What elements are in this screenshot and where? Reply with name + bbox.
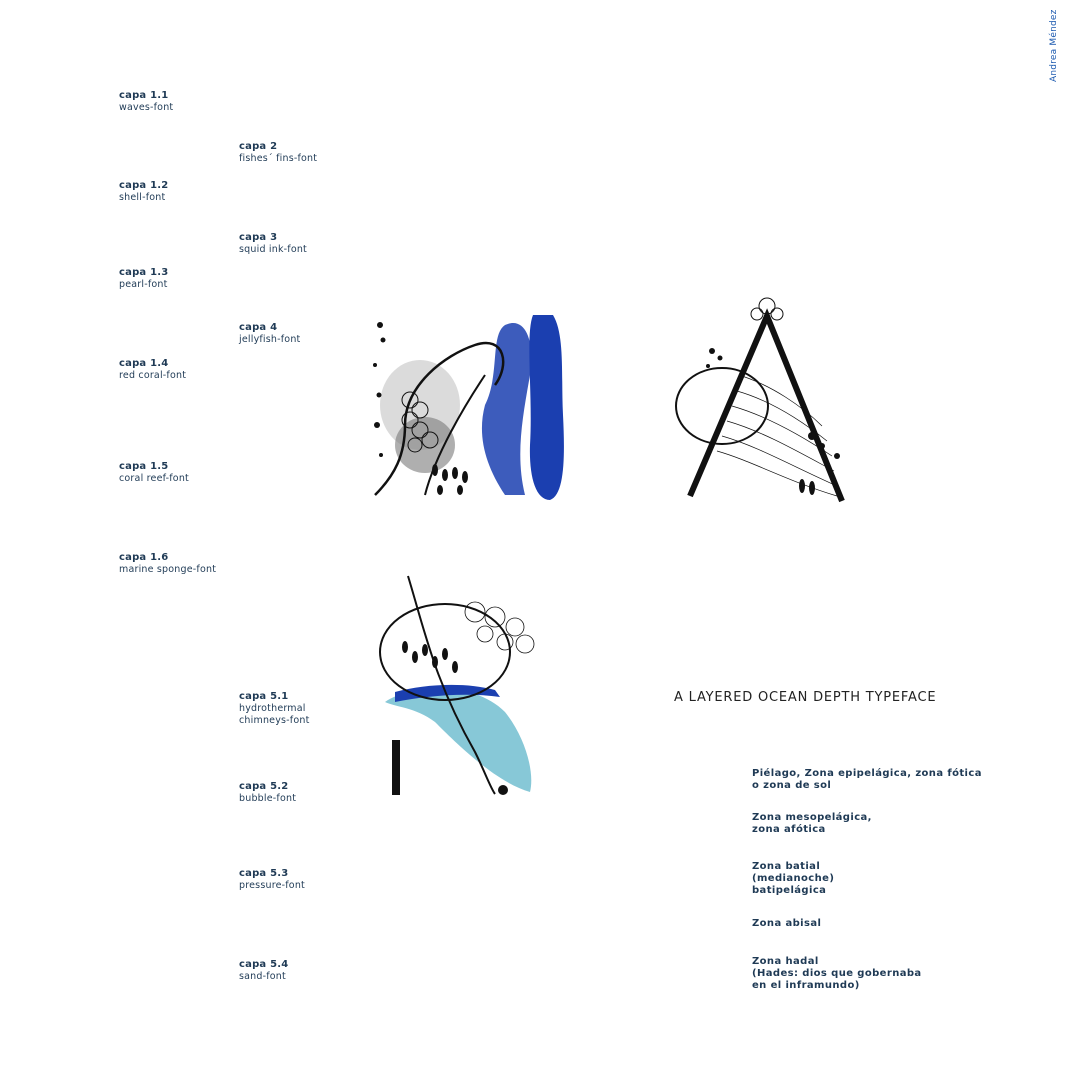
layer-title: capa 3 — [239, 232, 278, 243]
layer-font-name: marine sponge-font — [119, 564, 217, 575]
layer-label-1-2 — [119, 180, 168, 204]
layer-title: capa 2 — [239, 141, 278, 152]
zone-hadal: Zona hadal (Hades: dios que gobernaba en el inframundo) — [752, 956, 922, 991]
letter-a-artwork — [672, 296, 857, 508]
layer-label-2 — [239, 141, 317, 165]
layer-label-3 — [239, 232, 307, 256]
layer-title: capa 1.5 — [119, 461, 169, 472]
layer-font-name: pressure-font — [239, 880, 305, 891]
zone-mesopelagic: Zona mesopelágica, zona afótica — [752, 812, 872, 835]
zone-bathyal: Zona batial (medianoche) batipelágica — [752, 861, 835, 896]
layer-title: capa 4 — [239, 322, 278, 333]
layer-font-name: jellyfish-font — [239, 334, 301, 345]
layer-title: capa 5.2 — [239, 781, 289, 792]
layer-label-5-3 — [239, 868, 305, 892]
author-credit: Andrea Méndez — [1049, 9, 1059, 82]
layer-font-name: pearl-font — [119, 279, 168, 290]
layer-font-name: hydrothermal chimneys-font — [239, 703, 310, 726]
layer-label-5-4 — [239, 959, 288, 983]
layer-label-1-6 — [119, 552, 216, 576]
letter-m-artwork — [365, 305, 580, 505]
layer-font-name: fishes´ fins-font — [239, 153, 318, 164]
layer-font-name: sand-font — [239, 971, 286, 982]
layer-title: capa 5.1 — [239, 691, 289, 702]
layer-title: capa 1.3 — [119, 267, 169, 278]
layer-label-1-3 — [119, 267, 168, 291]
zone-epipelagic: Piélago, Zona epipelágica, zona fótica o zona de sol — [752, 768, 982, 791]
layer-font-name: bubble-font — [239, 793, 297, 804]
layer-font-name: red coral-font — [119, 370, 187, 381]
layer-title: capa 1.6 — [119, 552, 169, 563]
layer-title: capa 1.2 — [119, 180, 169, 191]
layer-label-4 — [239, 322, 300, 346]
layer-font-name: waves-font — [119, 102, 174, 113]
zone-abyssal: Zona abisal — [752, 918, 822, 929]
layer-font-name: coral reef-font — [119, 473, 189, 484]
letter-r-artwork — [375, 572, 547, 800]
layer-label-1-5 — [119, 461, 189, 485]
layer-font-name: shell-font — [119, 192, 166, 203]
layer-label-5-2 — [239, 781, 296, 805]
layer-font-name: squid ink-font — [239, 244, 307, 255]
layer-title: capa 5.3 — [239, 868, 289, 879]
layer-title: capa 1.1 — [119, 90, 169, 101]
layer-label-5-1 — [239, 691, 310, 727]
layer-title: capa 5.4 — [239, 959, 289, 970]
layer-title: capa 1.4 — [119, 358, 169, 369]
headline: A LAYERED OCEAN DEPTH TYPEFACE — [674, 690, 937, 705]
layer-label-1-1 — [119, 90, 173, 114]
layer-label-1-4 — [119, 358, 186, 382]
